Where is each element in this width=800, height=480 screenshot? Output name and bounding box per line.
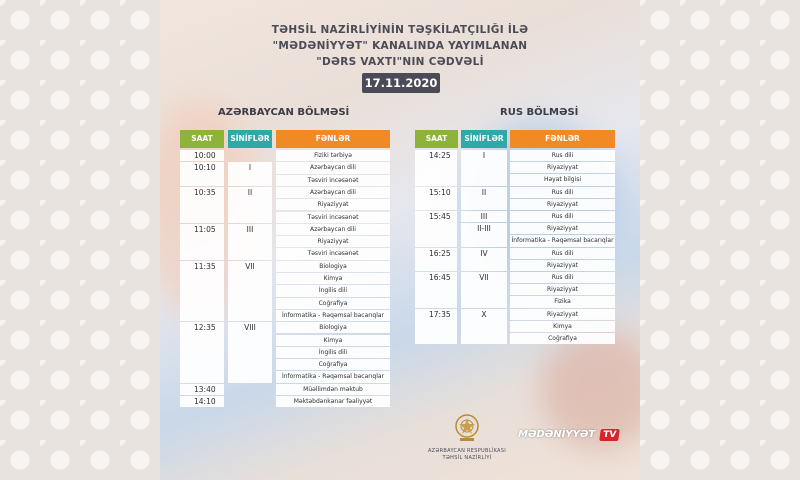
ru-subject-cell: Rus dili: [510, 272, 615, 283]
az-time-cell: 11:05: [180, 224, 224, 260]
az-subject-cell: Biologiya: [276, 322, 390, 333]
az-section-title: AZƏRBAYCAN BÖLMƏSİ: [218, 107, 350, 118]
ru-subject-cell: Riyaziyyat: [510, 260, 615, 271]
az-time-cell: 10:00: [180, 150, 224, 161]
ru-subject-cell: Rus dili: [510, 248, 615, 259]
az-subject-cell: İngilis dili: [276, 347, 390, 358]
ru-class-cell: I: [461, 150, 507, 186]
az-subject-cell: Kimya: [276, 273, 390, 284]
ru-class-cell: II: [461, 187, 507, 210]
az-header-sinifler: SİNİFLƏR: [228, 130, 272, 148]
az-subject-cell: Təsviri incəsənət: [276, 175, 390, 186]
ru-subject-cell: Fizika: [510, 296, 615, 307]
ru-class-cell: IV: [461, 248, 507, 271]
ru-subject-cell: Riyaziyyat: [510, 162, 615, 173]
ru-subject-cell: Riyaziyyat: [510, 223, 615, 234]
az-time-cell: 10:10: [180, 162, 224, 186]
ru-subject-cell: Riyaziyyat: [510, 309, 615, 320]
az-subject-cell: Azərbaycan dili: [276, 187, 390, 198]
az-schedule-table: [180, 130, 390, 410]
az-class-cell: VII: [228, 261, 272, 322]
ru-subject-cell: Riyaziyyat: [510, 199, 615, 210]
schedule-poster: [160, 0, 640, 480]
tv-badge: TV: [599, 429, 620, 441]
ru-schedule-table: [415, 130, 615, 350]
az-subject-cell: Fiziki tərbiyə: [276, 150, 390, 161]
az-time-cell: 14:10: [180, 396, 224, 407]
az-subject-cell: Müəllimdən məktub: [276, 384, 390, 395]
ru-class-cell: VII: [461, 272, 507, 308]
ru-class-cell: II-III: [461, 223, 507, 246]
tv-brand-text: MƏDƏNİYYƏT: [518, 429, 596, 440]
az-time-cell: 10:35: [180, 187, 224, 223]
ru-time-cell: 14:25: [415, 150, 457, 186]
ru-subject-cell: Həyat bilgisi: [510, 174, 615, 185]
title-line-3: "DƏRS VAXTI"NIN CƏDVƏLİ: [316, 56, 484, 68]
az-subject-cell: Azərbaycan dili: [276, 224, 390, 235]
az-subject-cell: İnformatika - Rəqəmsal bacarıqlar: [276, 371, 390, 382]
az-subject-cell: Təsviri incəsənət: [276, 212, 390, 223]
az-class-cell: II: [228, 187, 272, 223]
az-subject-cell: Təsviri incəsənət: [276, 248, 390, 259]
ministry-emblem-icon: [450, 412, 484, 444]
ru-header-sinifler: SİNİFLƏR: [461, 130, 507, 148]
medeniyyet-tv-logo: [518, 422, 619, 441]
ru-subject-cell: Rus dili: [510, 187, 615, 198]
az-time-cell: 13:40: [180, 384, 224, 395]
az-subject-cell: Kimya: [276, 335, 390, 346]
az-header-saat: SAAT: [180, 130, 224, 148]
ministry-logo: [422, 412, 512, 462]
left-pattern-panel: [0, 0, 160, 480]
ministry-name-line-1: AZƏRBAYCAN RESPUBLİKASI: [427, 448, 507, 454]
right-pattern-panel: [640, 0, 800, 480]
ru-subject-cell: Rus dili: [510, 211, 615, 222]
title-line-2: "MƏDƏNİYYƏT" KANALINDA YAYIMLANAN: [272, 40, 528, 52]
az-subject-cell: Riyaziyyat: [276, 236, 390, 247]
ministry-name-line-2: TƏHSİL NAZİRLİYİ: [442, 455, 492, 461]
az-subject-cell: Biologiya: [276, 261, 390, 272]
az-subject-cell: Riyaziyyat: [276, 199, 390, 210]
ru-subject-cell: Kimya: [510, 321, 615, 332]
ru-class-cell: III: [461, 211, 507, 222]
az-class-cell: III: [228, 224, 272, 260]
ru-section-title: RUS BÖLMƏSİ: [500, 107, 579, 118]
ru-time-cell: 17:35: [415, 309, 457, 345]
az-class-cell: I: [228, 162, 272, 186]
ru-subject-cell: İnformatika - Rəqəmsal bacarıqlar: [510, 235, 615, 246]
ru-class-cell: X: [461, 309, 507, 345]
az-subject-cell: İngilis dili: [276, 285, 390, 296]
ru-time-cell: 15:10: [415, 187, 457, 210]
ru-header-saat: SAAT: [415, 130, 458, 148]
az-header-fenler: FƏNLƏR: [276, 130, 390, 148]
az-subject-cell: Azərbaycan dili: [276, 162, 390, 173]
ru-time-cell: 16:25: [415, 248, 457, 271]
ru-subject-cell: Rus dili: [510, 150, 615, 161]
az-time-cell: 12:35: [180, 322, 224, 383]
ru-time-cell: 15:45: [415, 211, 457, 247]
az-subject-cell: Coğrafiya: [276, 359, 390, 370]
ru-header-fenler: FƏNLƏR: [510, 130, 615, 148]
az-time-cell: 11:35: [180, 261, 224, 322]
ru-time-cell: 16:45: [415, 272, 457, 308]
ru-subject-cell: Coğrafiya: [510, 333, 615, 344]
title-line-1: TƏHSİL NAZİRLİYİNİN TƏŞKİLATÇILIĞI İLƏ: [271, 24, 529, 36]
az-subject-cell: İnformatika - Rəqəmsal bacarıqlar: [276, 310, 390, 321]
poster-title: [160, 22, 640, 70]
az-subject-cell: Məktəbdənkənar fəaliyyət: [276, 396, 390, 407]
az-class-cell: VIII: [228, 322, 272, 383]
ru-subject-cell: Riyaziyyat: [510, 284, 615, 295]
date-badge: 17.11.2020: [362, 73, 440, 93]
az-subject-cell: Coğrafiya: [276, 298, 390, 309]
